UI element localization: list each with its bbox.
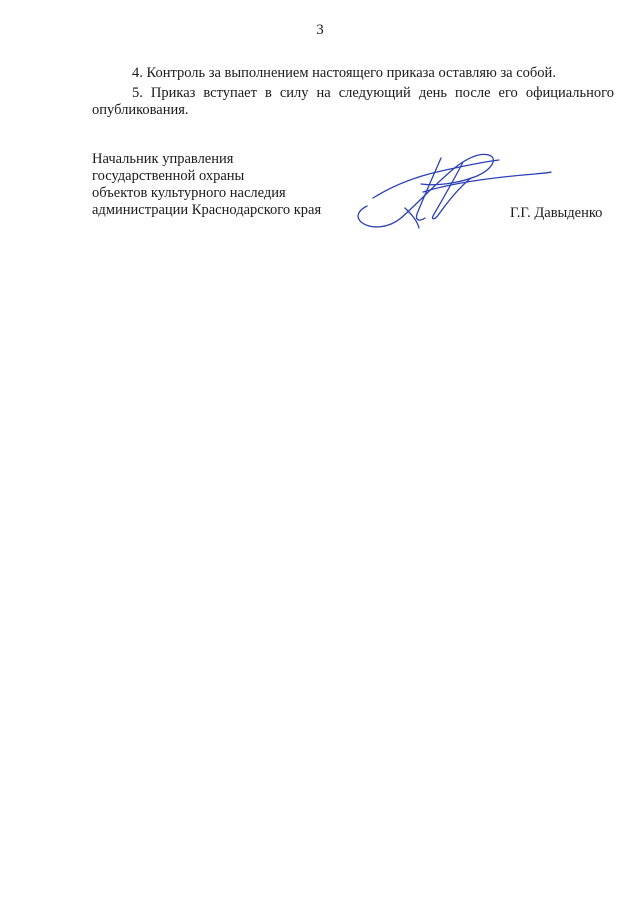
paragraph-effective-date: 5. Приказ вступает в силу на следующий день после его официального опубликования. bbox=[92, 85, 614, 118]
handwritten-signature bbox=[345, 148, 555, 238]
signatory-title-line: администрации Краснодарского края bbox=[92, 202, 322, 218]
page-number: 3 bbox=[316, 22, 324, 38]
signatory-title-line: Начальник управления bbox=[92, 151, 234, 167]
signatory-title-line: государственной охраны bbox=[92, 168, 245, 184]
signatory-name: Г.Г. Давыденко bbox=[510, 205, 603, 221]
paragraph-control: 4. Контроль за выполнением настоящего приказа оставляю за собой. bbox=[132, 65, 556, 81]
signatory-title-line: объектов культурного наследия bbox=[92, 185, 286, 201]
signatory-title bbox=[92, 151, 321, 219]
